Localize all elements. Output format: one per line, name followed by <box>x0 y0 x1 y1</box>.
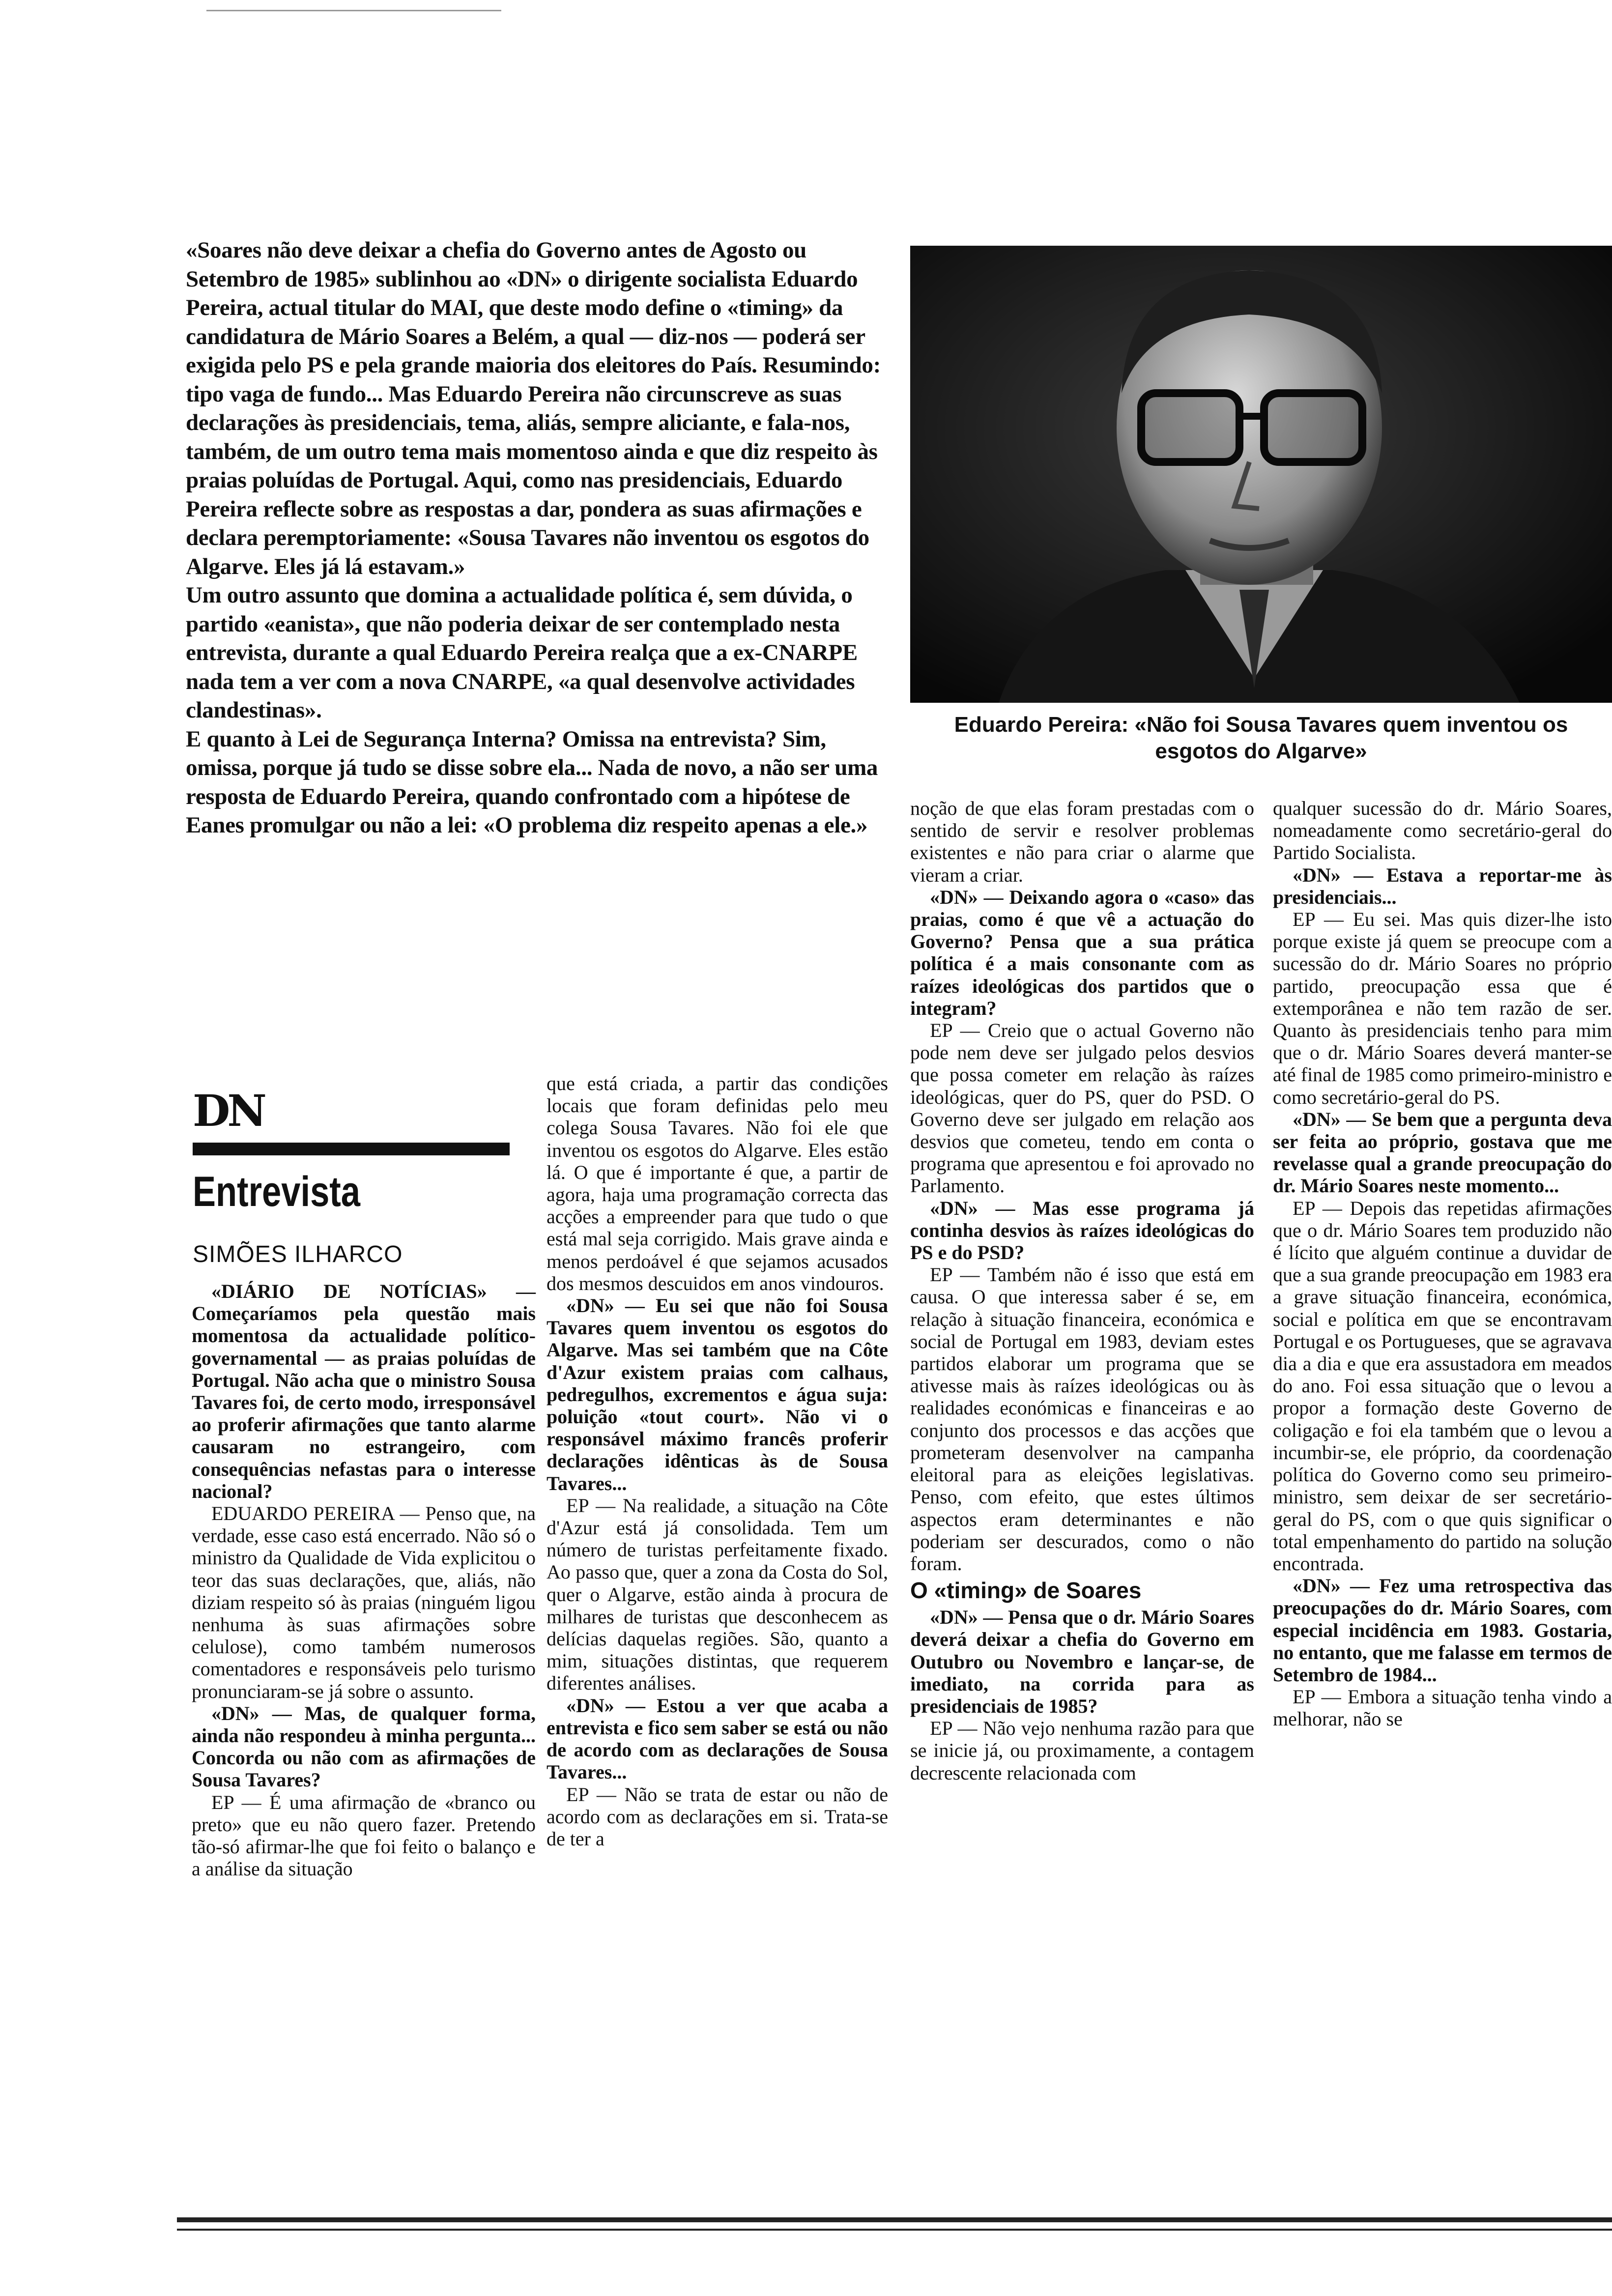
article-column-4 <box>1273 797 1612 1730</box>
interview-answer: EP — Também não é isso que está em causa. O que interessa saber é se, em relação à situação financeira, económica e social de Portugal em 1983, deviam estes partidos elaborar um programa que se ativesse mais às raízes ideológicas ou às realidades económicas e financeiras e ao conjunto dos processos e das acções que prometeram desenvolver na campanha eleitoral para as eleições legislativas. Penso, com efeito, que estes últimos aspectos eram determinantes e não poderiam ser descurados, como o não foram. <box>910 1263 1254 1575</box>
bottom-rule-thin <box>177 2229 1612 2231</box>
portrait-photo <box>910 246 1612 703</box>
article-column-3 <box>910 797 1254 1784</box>
interview-question: «DN» — Estou a ver que acaba a entrevista e fico sem saber se está ou não de acordo com as declarações de Sousa Tavares... <box>547 1694 888 1783</box>
article-column-1 <box>192 1280 536 1880</box>
interview-answer: EP — Na realidade, a situação na Côte d'Azur está já consolidada. Tem um número de turistas perfeitamente fixado. Ao passo que, quer a zona da Costa do Sol, quer o Algarve, estão ainda à procura de milhares de turistas que desconhecem as delícias daquelas regiões. São, quanto a mim, situações distintas, que requerem diferentes análises. <box>547 1494 888 1694</box>
interview-answer: noção de que elas foram prestadas com o sentido de servir e resolver problemas existentes e não para criar o alarme que vieram a criar. <box>910 797 1254 886</box>
interview-answer: EDUARDO PEREIRA — Penso que, na verdade, esse caso está encerrado. Não só o ministro da Qualidade de Vida explicitou o teor das suas declarações, que, aliás, não diziam respeito só às praias (ninguém ligou nenhuma às suas afirmações sobre celulose), como também numerosos comentadores e responsáveis pelo turismo pronunciaram-se já sobre o assunto. <box>192 1502 536 1702</box>
interview-question: «DN» — Fez uma retrospectiva das preocupações do dr. Mário Soares, com especial incidência em 1983. Gostaria, no entanto, que me falasse em termos de Setembro de 1984... <box>1273 1575 1612 1686</box>
lead-paragraph: Um outro assunto que domina a actualidade política é, sem dúvida, o partido «eanista», que não poderia deixar de ser contemplado nesta entrevista, durante a qual Eduardo Pereira realça que a ex-CNARPE nada tem a ver com a nova CNARPE, «a qual desenvolve actividades clandestinas». <box>186 582 858 723</box>
photo-caption: Eduardo Pereira: «Não foi Sousa Tavares quem inventou os esgotos do Algarve» <box>954 713 1568 763</box>
byline: SIMÕES ILHARCO <box>193 1241 403 1267</box>
interview-answer: EP — Eu sei. Mas quis dizer-lhe isto porque existe já quem se preocupe com a sucessão do dr. Mário Soares no próprio partido, preocupação essa que é extemporânea e não tem razão de ser. Quanto às presidenciais tenho para mim que o dr. Mário Soares deverá manter-se até final de 1985 como primeiro-ministro e como secretário-geral do PS. <box>1273 908 1612 1108</box>
dn-logo: DN <box>193 1085 264 1136</box>
interview-answer: que está criada, a partir das condições locais que foram definidas pelo meu colega Sousa Tavares. Não foi ele que inventou os esgotos do Algarve. Eles estão lá. O que é importante é que, a partir de agora, haja uma programação correcta das acções a empreender para que tudo o que está mal seja corrigido. Mais grave ainda e menos perdoável é que sejamos acusados dos mesmos descuidos em anos vindouros. <box>547 1072 888 1294</box>
interview-answer: EP — Creio que o actual Governo não pode nem deve ser julgado pelos desvios que possa cometer em relação às raízes ideológicas, quer do PS, quer do PSD. O Governo deve ser julgado em relação aos desvios que cometeu, tendo em conta o programa que apresentou e foi aprovado no Parlamento. <box>910 1019 1254 1197</box>
lead-paragraph: E quanto à Lei de Segurança Interna? Omissa na entrevista? Sim, omissa, porque já tudo se disse sobre ela... Nada de novo, a não ser uma resposta de Eduardo Pereira, quando confrontado com a hipótese de Eanes promulgar ou não a lei: «O problema diz respeito apenas a ele.» <box>186 726 878 838</box>
article-column-2 <box>547 1072 888 1850</box>
interview-question: «DN» — Estava a reportar-me às presidenciais... <box>1273 863 1612 908</box>
interview-answer: EP — Não se trata de estar ou não de acordo com as declarações em si. Trata-se de ter a <box>547 1783 888 1850</box>
portrait-illustration <box>910 246 1612 703</box>
interview-answer: EP — É uma afirmação de «branco ou preto» que eu não quero fazer. Pretendo tão-só afirmar-lhe que foi feito o balanço e a análise da situação <box>192 1791 536 1880</box>
interview-answer: EP — Embora a situação tenha vindo a melhorar, não se <box>1273 1686 1612 1730</box>
subheading: O «timing» de Soares <box>910 1578 1142 1604</box>
bottom-rule <box>177 2217 1612 2222</box>
interview-answer: EP — Não vejo nenhuma razão para que se inicie já, ou proximamente, a contagem decrescente relacionada com <box>910 1717 1254 1784</box>
interview-question: «DN» — Deixando agora o «caso» das praias, como é que vê a actuação do Governo? Pensa que a sua prática política é a mais consonante com as raízes ideológicas dos partidos que o integram? <box>910 886 1254 1019</box>
interview-question: «DN» — Eu sei que não foi Sousa Tavares quem inventou os esgotos do Algarve. Mas sei também que na Côte d'Azur existem praias com calhaus, pedregulhos, excrementos e água suja: poluição «tout court». Não vi o responsável máximo francês proferir declarações idênticas às de Sousa Tavares... <box>547 1294 888 1494</box>
interview-answer: EP — Depois das repetidas afirmações que o dr. Mário Soares tem produzido não é lícito que alguém continue a duvidar de que a sua grande preocupação em 1983 era a grave situação financeira, económica, social e política em que se encontravam Portugal e os Portugueses, que se agravava dia a dia e que era assustadora em meados do ano. Foi essa situação que o levou a propor a formação deste Governo de coligação e foi ela também que o levou a incumbir-se, ele próprio, da coordenação política do Governo como seu primeiro-ministro, sem deixar de ser secretário-geral do PS, com o que quis significar o total empenhamento do partido na solução encontrada. <box>1273 1197 1612 1575</box>
section-kicker: Entrevista <box>193 1168 361 1215</box>
interview-question: «DN» — Mas, de qualquer forma, ainda não respondeu à minha pergunta... Concorda ou não com as afirmações de Sousa Tavares? <box>192 1702 536 1791</box>
interview-question: «DN» — Se bem que a pergunta deva ser feita ao próprio, gostava que me revelasse qual a grande preocupação do dr. Mário Soares neste momento... <box>1273 1108 1612 1197</box>
interview-question: «DN» — Mas esse programa já continha desvios às raízes ideológicas do PS e do PSD? <box>910 1197 1254 1264</box>
lead-paragraph: «Soares não deve deixar a chefia do Governo antes de Agosto ou Setembro de 1985» sublinhou ao «DN» o dirigente socialista Eduardo Pereira, actual titular do MAI, que deste modo define o «timing» da candidatura de Mário Soares a Belém, a qual — diz-nos — poderá ser exigida pelo PS e pela grande maioria dos eleitores do País. Resumindo: tipo vaga de fundo... Mas Eduardo Pereira não circunscreve as suas declarações às presidenciais, tema, aliás, sempre aliciante, e fala-nos, também, de um outro tema mais momentoso ainda e que diz respeito às praias poluídas de Portugal. Aqui, como nas presidenciais, Eduardo Pereira reflecte sobre as respostas a dar, pondera as suas afirmações e declara peremptoriamente: «Sousa Tavares não inventou os esgotos do Algarve. Eles já lá estavam.» <box>186 237 881 579</box>
top-rule <box>206 10 501 11</box>
interview-answer: qualquer sucessão do dr. Mário Soares, nomeadamente como secretário-geral do Partido Socialista. <box>1273 797 1612 864</box>
interview-question: «DIÁRIO DE NOTÍCIAS» — Começaríamos pela questão mais momentosa da actualidade político-governamental — as praias poluídas de Portugal. Não acha que o ministro Sousa Tavares foi, de certo modo, irresponsável ao proferir afirmações que tanto alarme causaram no estrangeiro, com consequências nefastas para o interesse nacional? <box>192 1280 536 1502</box>
lead-paragraphs <box>186 236 884 840</box>
interview-question: «DN» — Pensa que o dr. Mário Soares deverá deixar a chefia do Governo em Outubro ou Novembro e lançar-se, de imediato, na corrida para as presidenciais de 1985? <box>910 1606 1254 1717</box>
masthead-bar <box>193 1143 510 1155</box>
